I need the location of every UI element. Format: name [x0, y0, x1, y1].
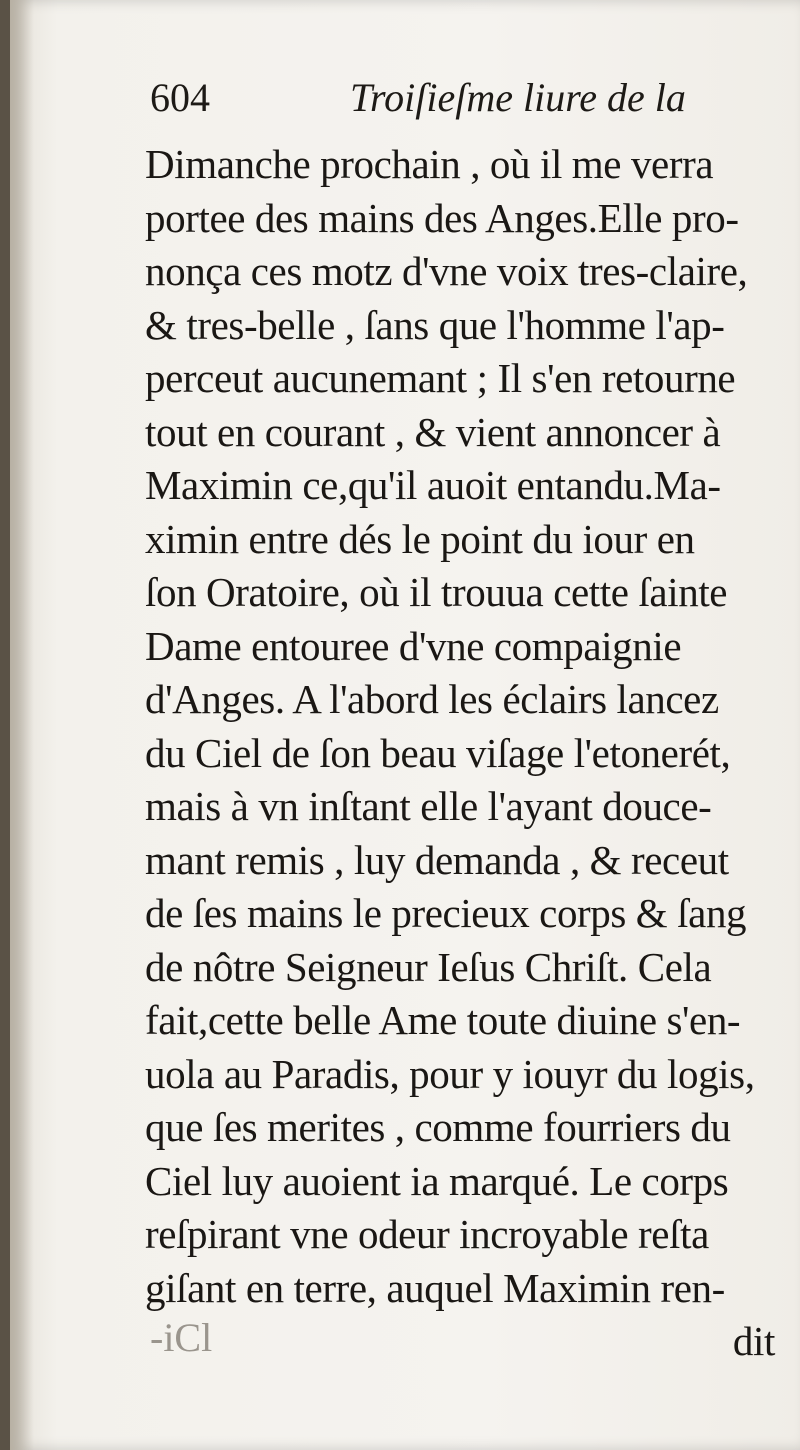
- catchword: dit: [732, 1318, 775, 1364]
- text-line: que ſes merites , comme fourriers du: [145, 1104, 731, 1150]
- book-page: [10, 0, 800, 1450]
- bleed-through-mark: -iCl: [150, 1315, 213, 1360]
- text-line: reſpirant vne odeur incroyable reſta: [145, 1211, 709, 1257]
- text-line: de nôtre Seigneur Ieſus Chriſt. Cela: [145, 943, 712, 990]
- text-line: uola au Paradis, pour y iouyr du logis,: [145, 1050, 755, 1097]
- text-line: d'Anges. A l'abord les éclairs lancez: [145, 676, 719, 722]
- text-line: perceut aucunemant ; Il s'en retourne: [145, 355, 736, 401]
- text-line: & tres-belle , ſans que l'homme l'ap-: [145, 301, 725, 348]
- running-title: Troiſieſme liure de la: [350, 75, 686, 120]
- text-line: de ſes mains le precieux corps & ſang: [145, 890, 747, 936]
- text-line: Maximin ce,qu'il auoit entandu.Ma-: [145, 462, 721, 508]
- text-line: Dame entouree d'vne compaignie: [145, 622, 682, 669]
- page-header: [150, 75, 700, 132]
- text-line: ximin entre dés le point du iour en: [145, 515, 695, 562]
- page-gutter: [10, 0, 34, 1450]
- text-line: nonça ces motz d'vne voix tres-claire,: [145, 248, 748, 294]
- text-line: fait,cette belle Ame toute diuine s'en-: [145, 997, 741, 1043]
- body-text: [145, 138, 785, 1369]
- text-line: tout en courant , & vient annoncer à: [145, 408, 721, 455]
- text-line: mant remis , luy demanda , & receut: [145, 836, 729, 883]
- text-line: mais à vn inſtant elle l'ayant douce-: [145, 783, 712, 829]
- page-number: 604: [150, 75, 210, 120]
- text-line: Dimanche prochain , où il me verra: [145, 141, 714, 187]
- text-line: du Ciel de ſon beau viſage l'etonerét,: [145, 729, 731, 776]
- text-line: portee des mains des Anges.Elle pro-: [145, 194, 739, 241]
- text-line: Ciel luy auoient ia marqué. Le corps: [145, 1157, 729, 1204]
- text-line: ſon Oratoire, où il trouua cette ſainte: [145, 569, 728, 615]
- text-line: giſant en terre, auquel Maximin ren-: [145, 1264, 725, 1311]
